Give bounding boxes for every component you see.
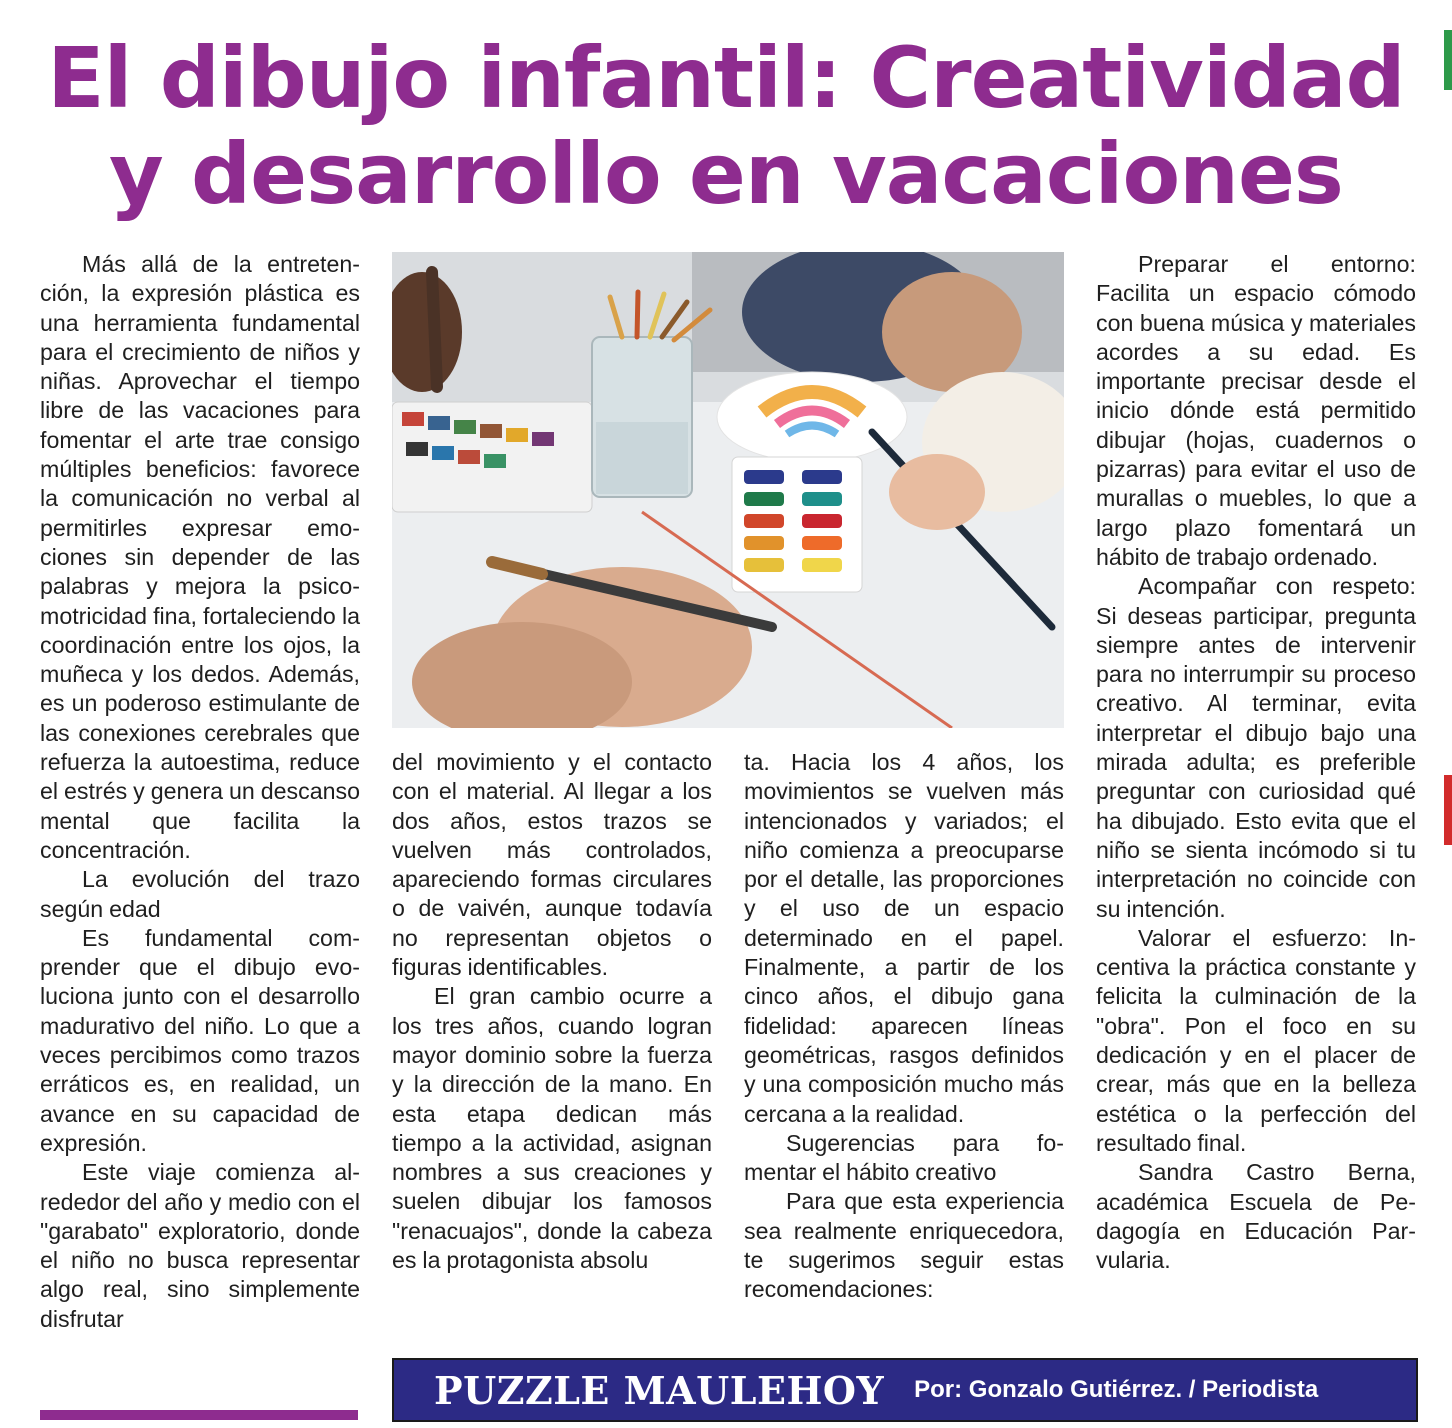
banner-title: PUZZLE MAULEHOY — [434, 1367, 885, 1413]
column-3 — [744, 748, 1064, 1305]
purple-rule — [40, 1410, 358, 1420]
children-painting-illustration — [392, 252, 1064, 728]
puzzle-banner — [392, 1358, 1418, 1422]
column-2 — [392, 748, 712, 1275]
page-edge-red-mark — [1444, 775, 1452, 845]
article-photo — [392, 252, 1064, 728]
paragraph: Este viaje comienza alrededor del año y medio con el "garabato" exploratorio, donde el niño no busca representar algo real, sino simplemente disfrutar — [40, 1159, 360, 1332]
title-line-2: y desarrollo en vacaciones — [109, 125, 1343, 223]
column-4 — [1096, 250, 1416, 1275]
title-line-1: El dibujo infantil: Creatividad — [47, 29, 1405, 127]
paragraph: Para que esta experiencia sea realmente enriquecedora, te sugerimos seguir estas recomendaciones: — [744, 1188, 1064, 1303]
paragraph: Valorar el esfuerzo: Incentiva la práctica constante y felicita la culminación de la "obra". Pon el foco en su dedicación y en el placer de crear, más que en la belleza estética o la perfección del resultado final. — [1096, 924, 1416, 1156]
paragraph: El gran cambio ocurre a los tres años, cuando logran mayor dominio sobre la fuerza y la dirección de la mano. En esta etapa dedican más tiempo a la actividad, asignan nombres a sus creaciones y suelen dibujar los famosos "renacuajos", donde la cabeza es la protagonista absolu — [392, 983, 712, 1274]
subheading: La evolución del trazo según edad — [40, 866, 360, 922]
paragraph: Preparar el entorno: Facilita un espacio cómodo con buena música y materiales acordes a su edad. Es importante precisar desde el inicio dónde está permitido dibujar (hojas, cuadernos o pizarras) para evitar el uso de murallas o muebles, lo que a largo plazo fomentará un hábito de trabajo ordenado. — [1096, 251, 1416, 570]
subheading: Sugerencias para fomentar el hábito creativo — [744, 1129, 1064, 1186]
page-edge-green-mark — [1444, 30, 1452, 90]
article-title — [0, 30, 1452, 222]
paragraph: ta. Hacia los 4 años, los movimientos se vuelven más intencionados y variados; el niño comienza a preocuparse por el detalle, las proporciones y el uso de un espacio determinado en el papel. Finalmente, a partir de los cinco años, el dibujo gana fidelidad: aparecen líneas geométricas, rasgos definidos y una composición mucho más cercana a la realidad. — [744, 749, 1064, 1127]
banner-byline: Por: Gonzalo Gutiérrez. / Periodista — [914, 1376, 1319, 1403]
author-signature: Sandra Castro Berna, académica Escuela de Pedagogía en Educación Parvularia. — [1096, 1159, 1416, 1274]
paragraph: Más allá de la entretención, la expresión plástica es una herramienta fundamental para el crecimiento de niños y niñas. Aprovechar el tiempo libre de las vacaciones para fomentar el arte trae consigo múltiples beneficios: favorece la comunicación no verbal al permitirles expresar emociones sin depender de las palabras y mejora la psicomotricidad fina, fortaleciendo la coordinación entre los ojos, la muñeca y los dedos. Además, es un poderoso estimulante de las conexiones cerebrales que refuerza la autoestima, reduce el estrés y genera un descanso mental que facilita la concentración. — [40, 251, 360, 863]
column-1 — [40, 250, 360, 1334]
paragraph: del movimiento y el contacto con el material. Al llegar a los dos años, estos trazos se vuelven más controlados, apareciendo formas circulares o de vaivén, aunque todavía no representan objetos o figuras identificables. — [392, 749, 712, 981]
paragraph: Acompañar con respeto: Si deseas participar, pregunta siempre antes de intervenir para no interrumpir su proceso creativo. Al terminar, evita interpretar el dibujo bajo una mirada adulta; es preferible preguntar con curiosidad qué ha dibujado. Esto evita que el niño se sienta incómodo si tu interpretación no coincide con su intención. — [1096, 573, 1416, 922]
paragraph: Es fundamental comprender que el dibujo evoluciona junto con el desarrollo madurativo del niño. Lo que a veces percibimos como trazos erráticos es, en realidad, un avance en su capacidad de expresión. — [40, 924, 360, 1156]
